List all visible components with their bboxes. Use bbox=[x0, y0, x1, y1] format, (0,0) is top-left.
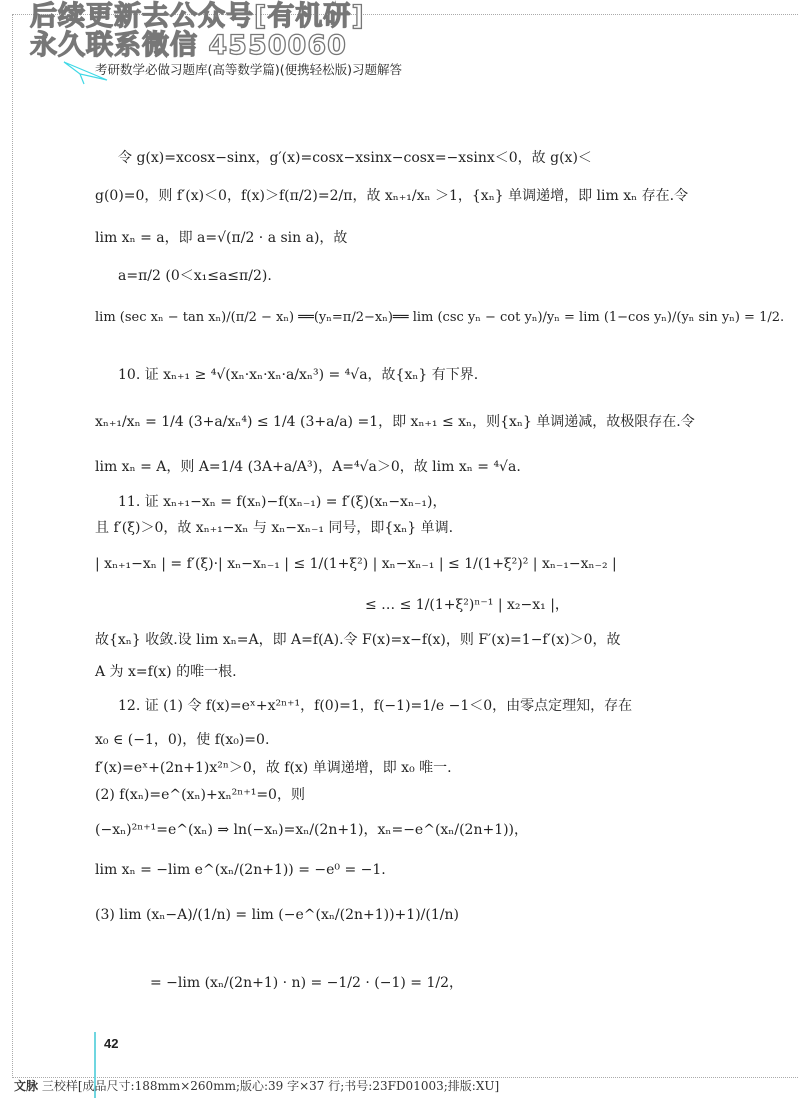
text-line: lim xₙ = A，则 A=1/4 (3A+a/A³)，A=⁴√a＞0，故 lim xₙ = ⁴√a. bbox=[95, 459, 521, 475]
text-line: (3) lim (xₙ−A)/(1/n) = lim (−e^(xₙ/(2n+1))+1)/(1/n) bbox=[95, 907, 459, 923]
text-line: 12. 证 (1) 令 f(x)=eˣ+x²ⁿ⁺¹，f(0)=1，f(−1)=1/e −1＜0，由零点定理知，存在 bbox=[118, 698, 633, 714]
text-line: xₙ₊₁/xₙ = 1/4 (3+a/xₙ⁴) ≤ 1/4 (3+a/a) =1，即 xₙ₊₁ ≤ xₙ，则{xₙ} 单调递减，故极限存在.令 bbox=[95, 414, 695, 430]
text-line: 令 g(x)=xcosx−sinx，g′(x)=cosx−xsinx−cosx=−xsinx＜0，故 g(x)＜ bbox=[118, 150, 592, 166]
text-line: 故{xₙ} 收敛.设 lim xₙ=A，即 A=f(A).令 F(x)=x−f(x)，则 F′(x)=1−f′(x)＞0，故 bbox=[95, 632, 621, 648]
footer-info: 三校样[成品尺寸:188mm×260mm;版心:39 字×37 行;书号:23FD01003;排版:XU] bbox=[41, 1079, 500, 1093]
text-line: (2) f(xₙ)=e^(xₙ)+xₙ²ⁿ⁺¹=0，则 bbox=[95, 787, 305, 803]
text-line: 10. 证 xₙ₊₁ ≥ ⁴√(xₙ·xₙ·xₙ·a/xₙ³) = ⁴√a，故{xₙ} 有下界. bbox=[118, 367, 479, 383]
text-line: lim xₙ = a，即 a=√(π/2 · a sin a)，故 bbox=[95, 230, 348, 246]
text-line: (−xₙ)²ⁿ⁺¹=e^(xₙ) ⇒ ln(−xₙ)=xₙ/(2n+1)，xₙ=−e^(xₙ/(2n+1))， bbox=[95, 822, 529, 838]
text-line: g(0)=0，则 f′(x)＜0，f(x)＞f(π/2)=2/π，故 xₙ₊₁/xₙ ＞1，{xₙ} 单调递增，即 lim xₙ 存在.令 bbox=[95, 188, 689, 204]
text-line: a=π/2 (0＜x₁≤a≤π/2). bbox=[118, 268, 272, 284]
text-line: = −lim (xₙ/(2n+1) · n) = −1/2 · (−1) = 1/2， bbox=[150, 975, 464, 991]
text-line: A 为 x=f(x) 的唯一根. bbox=[95, 664, 237, 680]
text-line: x₀ ∈ (−1，0)，使 f(x₀)=0. bbox=[95, 732, 270, 748]
text-line: | xₙ₊₁−xₙ | = f′(ξ)·| xₙ−xₙ₋₁ | ≤ 1/(1+ξ²) | xₙ−xₙ₋₁ | ≤ 1/(1+ξ²)² | xₙ₋₁−xₙ₋₂ | bbox=[95, 556, 617, 572]
text-line: ≤ … ≤ 1/(1+ξ²)ⁿ⁻¹ | x₂−x₁ |， bbox=[365, 597, 569, 613]
watermark-line-2: 永久联系微信 4550060 bbox=[30, 30, 347, 61]
text-line: f′(x)=eˣ+(2n+1)x²ⁿ＞0，故 f(x) 单调递增，即 x₀ 唯一. bbox=[95, 760, 452, 776]
running-head: 考研数学必做习题库(高等数学篇)(便携轻松版)习题解答 bbox=[95, 62, 403, 77]
page-number: 42 bbox=[104, 1036, 119, 1051]
text-line: 且 f′(ξ)＞0，故 xₙ₊₁−xₙ 与 xₙ−xₙ₋₁ 同号，即{xₙ} 单调. bbox=[95, 520, 454, 536]
watermark-line-1: 后续更新去公众号[有机研] bbox=[30, 1, 365, 32]
text-line: lim (sec xₙ − tan xₙ)/(π/2 − xₙ) ══(yₙ=π/2−xₙ)══ lim (csc yₙ − cot yₙ)/yₙ = lim (1−cos yₙ)/(yₙ sin yₙ) = 1/2. bbox=[95, 310, 785, 325]
print-footer bbox=[14, 1080, 499, 1093]
text-line: 11. 证 xₙ₊₁−xₙ = f(xₙ)−f(xₙ₋₁) = f′(ξ)(xₙ−xₙ₋₁)， bbox=[118, 494, 447, 510]
footer-brand: 文脉 bbox=[14, 1079, 39, 1093]
text-line: lim xₙ = −lim e^(xₙ/(2n+1)) = −e⁰ = −1. bbox=[95, 862, 386, 878]
